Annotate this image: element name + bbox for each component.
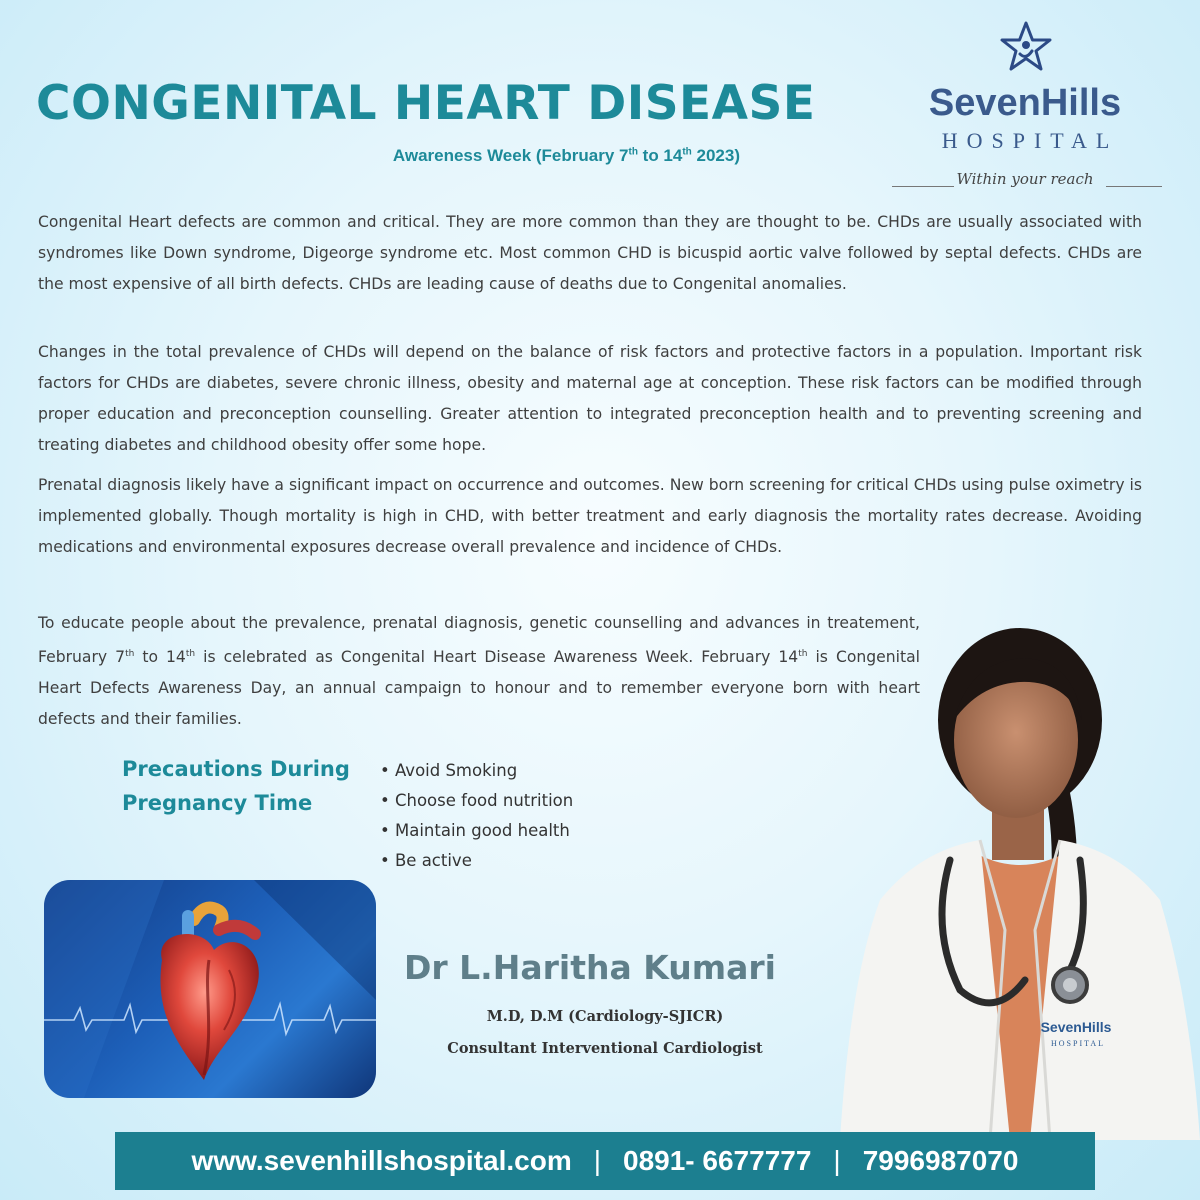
doctor-portrait [820,600,1200,1140]
phone-number-secondary[interactable]: 7996987070 [862,1145,1019,1176]
paragraph-intro: Congenital Heart defects are common and critical. They are more common than they are thought to be. CHDs are usually associated with syndromes like Down syndrome, Digeorge syndrome etc. Most common CHD is bicuspid aortic valve followed by septal defects. CHDs are the most expensive of all birth defects. CHDs are leading cause of deaths due to Congenital anomalies. [38,213,1142,293]
logo-tagline: Within your reach [956,170,1094,188]
list-item: • Choose food nutrition [380,791,574,810]
paragraph-diagnosis: Prenatal diagnosis likely have a significant impact on occurrence and outcomes. New born screening for critical CHDs using pulse oximetry is implemented globally. Though mortality is high in CHD, with better treatment and early diagnosis the mortality rates decrease. Avoiding medications and environmental exposures decrease overall prevalence and incidence of CHDs. [38,476,1142,556]
heart-icon [44,880,376,1098]
doctor-role: Consultant Interventional Cardiologist [447,1040,763,1057]
list-item: • Avoid Smoking [380,761,518,780]
footer-separator: | [833,1145,841,1176]
paragraph-risk-factors: Changes in the total prevalence of CHDs will depend on the balance of risk factors and protective factors in a population. Important risk factors for CHDs are diabetes, severe chronic illness, obesity and maternal age at conception. These risk factors can be modified through proper education and preconception counselling. Greater attention to integrated preconception health and to preventing screening and treating diabetes and childhood obesity offer some hope. [38,343,1142,454]
contact-footer [115,1132,1095,1190]
doctor-photo-icon [820,600,1200,1140]
doctor-credentials: M.D, D.M (Cardiology-SJICR) [486,1008,724,1025]
paragraph-awareness: To educate people about the prevalence, prenatal diagnosis, genetic counselling and advances in treatement, February 7th to 14th is celebrated as Congenital Heart Disease Awareness Week. February 14th is Congenital Heart Defects Awareness Day, an annual campaign to honour and to remember everyone born with heart defects and their families. [38,614,920,729]
precautions-heading: Precautions During Pregnancy Time [122,757,350,815]
phone-number-primary[interactable]: 0891- 6677777 [623,1145,812,1176]
website-link[interactable]: www.sevenhillshospital.com [191,1145,572,1176]
footer-separator: | [593,1145,602,1176]
heart-illustration [44,880,376,1098]
page-subtitle: Awareness Week (February 7th to 14th 2023) [392,146,740,165]
coat-logo-sub: HOSPITAL [1050,1039,1106,1048]
coat-logo-name: SevenHills [1040,1019,1112,1035]
star-logo-icon [998,20,1054,76]
precautions-list [380,756,573,876]
list-item: • Be active [380,851,472,870]
hospital-logo [880,20,1170,195]
page-title: CONGENITAL HEART DISEASE [36,76,816,131]
logo-subtitle: HOSPITAL [941,128,1119,153]
list-item: • Maintain good health [380,821,570,840]
doctor-name: Dr L.Haritha Kumari [404,948,776,987]
logo-name: SevenHills [928,82,1122,124]
logo-divider [1106,186,1162,187]
